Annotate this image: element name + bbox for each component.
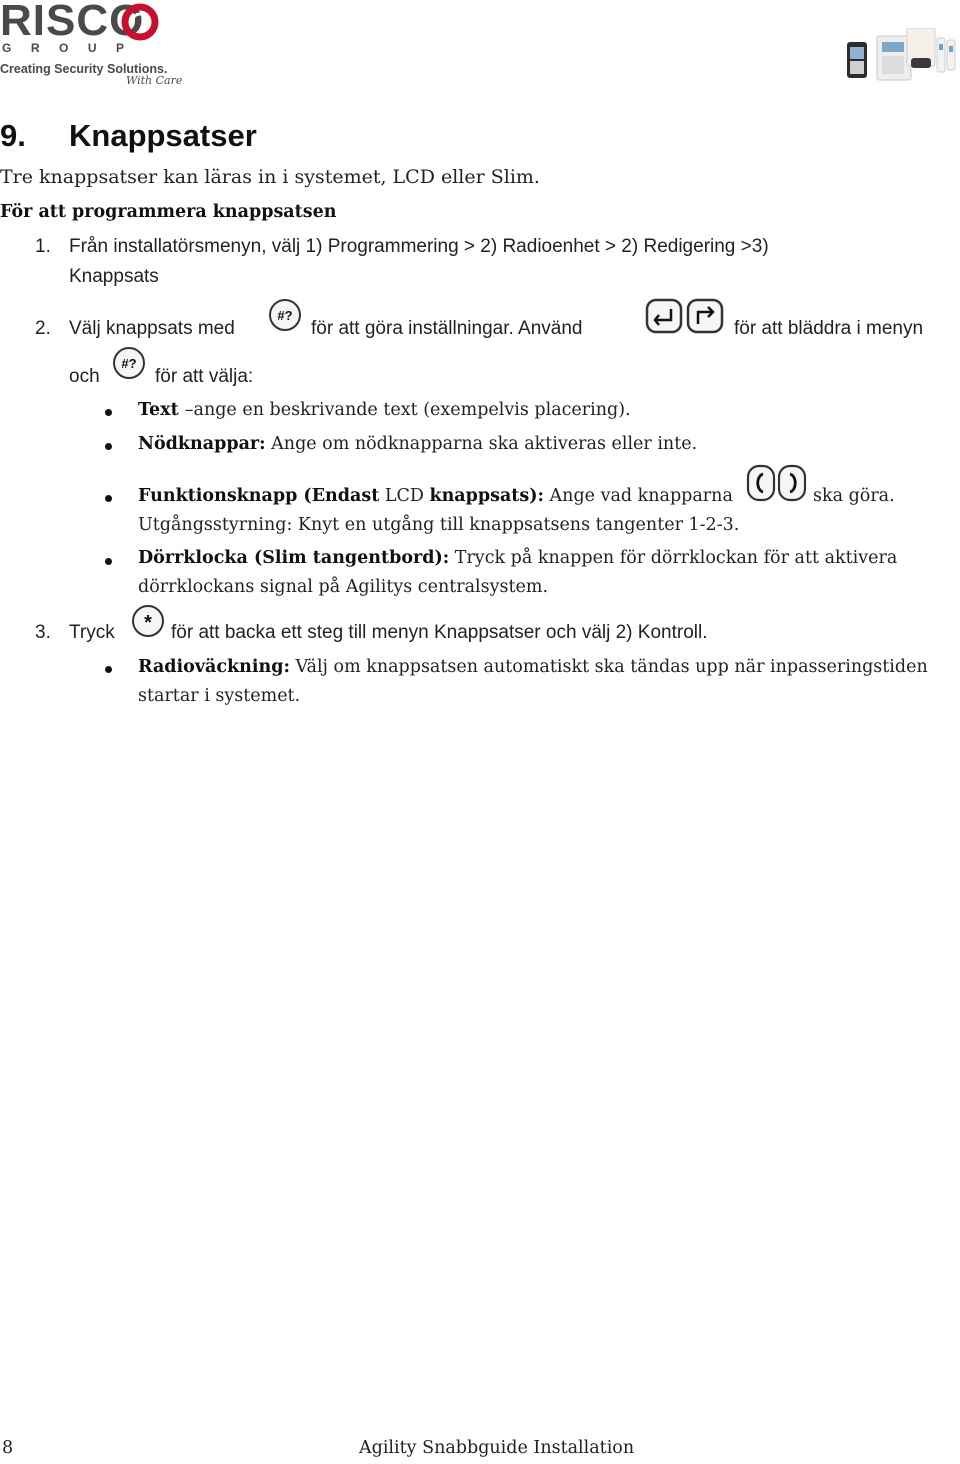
section-title: Knappsatser: [69, 118, 257, 153]
bullet-text: Text –ange en beskrivande text (exempelvis placering).: [138, 400, 631, 420]
step-2-text-2: för att göra inställningar. Använd: [311, 318, 583, 339]
bullet-dorrklocka: Dörrklocka (Slim tangentbord): Tryck på knappen för dörrklockan för att aktivera: [138, 548, 898, 568]
step-1-line-1: Från installatörsmenyn, välj 1) Programmering > 2) Radioenhet > 2) Redigering >3): [69, 236, 769, 257]
bullet-funktionsknapp-line-2: Utgångsstyrning: Knyt en utgång till knappsatsens tangenter 1-2-3.: [138, 515, 740, 535]
bullet-dot: [105, 666, 112, 673]
bullet-dot: [105, 495, 112, 502]
hash-question-key-icon: [112, 346, 146, 380]
star-key-icon: [131, 604, 165, 638]
logo-group: GROUP: [2, 41, 144, 55]
bullet-dot: [105, 558, 112, 565]
bullet-dorrklocka-line-2: dörrklockans signal på Agilitys centralsystem.: [138, 577, 549, 597]
svg-text:#?: #?: [121, 356, 137, 371]
step-2-text-1: Välj knappsats med: [69, 318, 235, 339]
step-3-text-2: för att backa ett steg till menyn Knappsatser och välj 2) Kontroll.: [171, 622, 708, 643]
subheading: För att programmera knappsatsen: [0, 202, 337, 222]
function-key-2-icon: [777, 464, 807, 502]
page-number: 8: [2, 1438, 14, 1458]
arrow-down-key-icon: [686, 298, 724, 334]
bullet-dot: [105, 443, 112, 450]
step-2-text-5: för att välja:: [155, 366, 254, 387]
logo-tagline-script: With Care: [126, 74, 183, 87]
bullet-funktionsknapp-end: ska göra.: [813, 486, 895, 506]
step-2-number: 2.: [35, 318, 51, 339]
bullet-radiovackning-line-2: startar i systemet.: [138, 686, 301, 706]
product-image-icon: [845, 28, 957, 82]
bullet-dot: [105, 409, 112, 416]
footer-title: Agility Snabbguide Installation: [359, 1438, 635, 1458]
arrow-up-key-icon: [645, 298, 683, 334]
step-3-text-1: Tryck: [69, 622, 115, 643]
step-2-text-3: för att bläddra i menyn: [734, 318, 924, 339]
section-number: 9.: [0, 118, 26, 153]
step-1-number: 1.: [35, 236, 51, 257]
hash-question-key-icon: [268, 298, 302, 332]
bullet-funktionsknapp: Funktionsknapp (Endast LCD knappsats): Ange vad knapparna: [138, 486, 733, 506]
logo-swoosh-icon: [120, 2, 160, 42]
step-3-number: 3.: [35, 622, 51, 643]
bullet-radiovackning: Radioväckning: Välj om knappsatsen automatiskt ska tändas upp när inpasseringstiden: [138, 657, 928, 677]
logo-name: RISCO: [0, 0, 145, 45]
logo-tagline: Creating Security Solutions.: [0, 62, 168, 76]
bullet-nodknappar: Nödknappar: Ange om nödknapparna ska aktiveras eller inte.: [138, 434, 698, 454]
function-key-1-icon: [746, 464, 776, 502]
svg-text:*: *: [144, 612, 152, 634]
intro-paragraph: Tre knappsatser kan läras in i systemet, LCD eller Slim.: [0, 166, 540, 188]
step-1-line-2: Knappsats: [69, 266, 159, 287]
step-2-text-4: och: [69, 366, 100, 387]
svg-text:#?: #?: [277, 308, 293, 323]
